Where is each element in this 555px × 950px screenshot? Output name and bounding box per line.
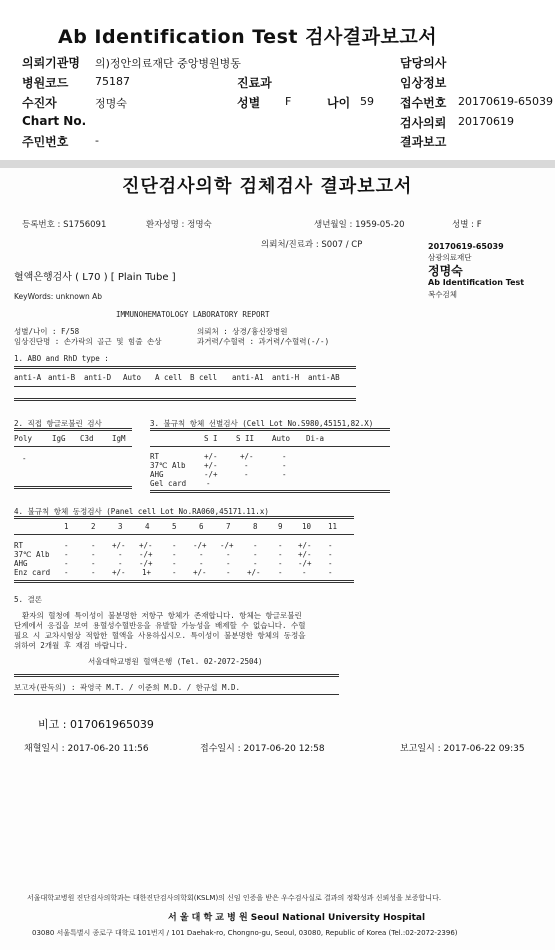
stamp-receipt: 20170619-65039 xyxy=(428,242,504,251)
sec1-col: anti-B xyxy=(48,373,76,382)
sec4-col: 2 xyxy=(91,522,96,531)
report-title: Ab Identification Test 검사결과보고서 xyxy=(58,26,438,48)
sec3-cell: - xyxy=(206,479,211,488)
value-patient: 정명숙 xyxy=(95,97,127,110)
sec1-col: anti-AB xyxy=(308,373,340,382)
sec3-cell: - xyxy=(282,470,287,479)
conclusion-line: 단계에서 응집을 보여 용혈성수혈반응을 유발할 가능성을 배제할 수 없습니다. 수혈 xyxy=(14,621,306,630)
sec2-value: - xyxy=(22,454,27,463)
sec4-col: 11 xyxy=(328,522,338,531)
test-name: 혈액은행검사 ( L70 ) [ Plain Tube ] xyxy=(14,272,176,283)
sec1-col: B cell xyxy=(190,373,218,382)
clinical-dx: 임상진단명 : 손가락의 골근 및 힘줄 손상 xyxy=(14,337,162,346)
label-patient: 수진자 xyxy=(22,96,57,110)
sec4-cell: +/- xyxy=(298,541,312,550)
sec3-row-label: Gel card xyxy=(150,479,187,488)
sex: 성별 : F xyxy=(452,220,482,230)
sec4-cell: -/+ xyxy=(139,559,153,568)
sec4-cell: -/+ xyxy=(193,541,207,550)
value-receipt-no: 20170619-65039 xyxy=(458,95,553,108)
sec1-title: 1. ABO and RhD type : xyxy=(14,354,109,363)
stamp-org: 삼광의료재단 xyxy=(428,253,472,262)
value-resident-no: - xyxy=(95,134,99,147)
remark: 비고 : 017061965039 xyxy=(38,718,154,731)
label-dept: 진료과 xyxy=(237,76,272,90)
sec4-cell: +/- xyxy=(193,568,207,577)
header-separator xyxy=(0,160,555,168)
sec3-cell: +/- xyxy=(204,452,218,461)
sec4-cell: - xyxy=(118,559,123,568)
lab-title: IMMUNOHEMATOLOGY LABORATORY REPORT xyxy=(116,310,270,319)
report-date: 보고일시 : 2017-06-22 09:35 xyxy=(400,744,525,754)
sec1-col: A cell xyxy=(155,373,183,382)
sec4-cell: - xyxy=(64,568,69,577)
sec4-col: 4 xyxy=(145,522,150,531)
sec4-cell: - xyxy=(328,559,333,568)
sec3-col: S I xyxy=(204,434,218,443)
value-hospital-code: 75187 xyxy=(95,75,130,88)
sec4-col: 7 xyxy=(226,522,231,531)
sec4-col: 8 xyxy=(253,522,258,531)
sec4-cell: +/- xyxy=(139,541,153,550)
stamp-note: 복수검체 xyxy=(428,290,457,299)
label-age: 나이 xyxy=(327,96,351,110)
conclusion-line: 위하여 2개월 후 재검 바랍니다. xyxy=(14,641,129,650)
dob: 생년월일 : 1959-05-20 xyxy=(314,220,405,230)
sec3-row-label: RT xyxy=(150,452,160,461)
blood-bank: 서울대학교병원 혈액은행 (Tel. 02-2072-2504) xyxy=(88,657,263,666)
label-resident-no: 주민번호 xyxy=(22,135,69,149)
sec3-cell: +/- xyxy=(204,461,218,470)
footer-address: 03080 서울특별시 종로구 대학로 101번지 / 101 Daehak-ro, Chongno-gu, Seoul, 03080, Republic of Korea (Tel.:02-2072-2396) xyxy=(32,929,458,937)
sec4-col: 10 xyxy=(302,522,312,531)
sec3-cell: - xyxy=(282,452,287,461)
sec4-cell: - xyxy=(302,568,307,577)
sec4-cell: -/+ xyxy=(298,559,312,568)
sec4-cell: -/+ xyxy=(220,541,234,550)
sec4-cell: 1+ xyxy=(142,568,152,577)
sec4-row-label: AHG xyxy=(14,559,28,568)
sec2-col: Poly xyxy=(14,434,33,443)
sec4-row-label: 37℃ Alb xyxy=(14,550,50,559)
sec4-cell: - xyxy=(278,550,283,559)
sec4-cell: - xyxy=(172,541,177,550)
sec3-row-label: 37℃ Alb xyxy=(150,461,186,470)
sex-age: 성별/나이 : F/58 xyxy=(14,327,80,336)
sec4-cell: +/- xyxy=(247,568,261,577)
footer-hospital: 서 울 대 학 교 병 원 Seoul National University Hospital xyxy=(168,913,426,923)
sec4-cell: - xyxy=(199,550,204,559)
sec4-cell: -/+ xyxy=(139,550,153,559)
sec4-cell: - xyxy=(226,559,231,568)
sec4-row-label: RT xyxy=(14,541,24,550)
label-chart-no: Chart No. xyxy=(22,114,87,128)
sec4-col: 5 xyxy=(172,522,177,531)
sec3-col: S II xyxy=(236,434,255,443)
sec4-cell: - xyxy=(328,568,333,577)
keywords: KeyWords: unknown Ab xyxy=(14,292,103,301)
reporter: 보고자(판독의) : 곽영국 M.T. / 이준희 M.D. / 한규섭 M.D. xyxy=(14,683,241,692)
sec4-col: 3 xyxy=(118,522,123,531)
sec5-title: 5. 결론 xyxy=(14,595,43,604)
sec3-cell: - xyxy=(244,461,249,470)
sec3-cell: - xyxy=(282,461,287,470)
sec4-cell: - xyxy=(118,550,123,559)
label-clinical-info: 임상정보 xyxy=(400,76,447,90)
sec4-cell: - xyxy=(91,550,96,559)
label-org: 의뢰기관명 xyxy=(22,56,80,70)
sec4-cell: - xyxy=(64,541,69,550)
sec4-cell: - xyxy=(278,541,283,550)
sec4-cell: - xyxy=(226,550,231,559)
sec4-cell: - xyxy=(328,541,333,550)
conclusion-line: 필요 시 교차시험상 적합한 혈액을 사용하십시오. 특이성이 불분명한 항체의 동정을 xyxy=(14,631,306,640)
sec1-col: anti-D xyxy=(84,373,112,382)
stamp-name: 정명숙 xyxy=(428,264,463,278)
sec4-cell: - xyxy=(172,559,177,568)
sec3-cell: -/+ xyxy=(204,470,218,479)
sec3-col: Auto xyxy=(272,434,291,443)
sec2-col: IgG xyxy=(52,434,66,443)
sec2-title: 2. 직접 항글로불린 검사 xyxy=(14,419,102,428)
sec4-cell: +/- xyxy=(298,550,312,559)
sec1-col: anti-A xyxy=(14,373,42,382)
sec4-cell: +/- xyxy=(112,541,126,550)
value-org: 의)정안의료재단 중앙병원병동 xyxy=(95,57,241,70)
label-result-report: 결과보고 xyxy=(400,135,447,149)
sec4-title: 4. 불규칙 항체 동정검사 (Panel cell Lot No.RA060,45171.11.x) xyxy=(14,507,269,516)
sec4-cell: - xyxy=(64,550,69,559)
sec4-cell: - xyxy=(253,541,258,550)
label-doctor: 담당의사 xyxy=(400,56,447,70)
sec3-col: Di-a xyxy=(306,434,325,443)
dept: 의뢰처/진료과 : S007 / CP xyxy=(261,240,363,250)
ward: 의뢰처 : 상경/흉신장병원 xyxy=(197,327,288,336)
footer-cert: 서울대학교병원 진단검사의학과는 대한진단검사의학회(KSLM)의 신임 인증을 받은 우수검사실로 결과의 정확성과 신뢰성을 보증합니다. xyxy=(27,894,442,902)
sec3-title: 3. 불규칙 항체 선별검사 (Cell Lot No.S980,45151,82.X) xyxy=(150,419,374,428)
sec4-col: 9 xyxy=(278,522,283,531)
sec3-row-label: AHG xyxy=(150,470,164,479)
sec4-cell: - xyxy=(199,559,204,568)
sec4-col: 6 xyxy=(199,522,204,531)
value-sex: F xyxy=(285,95,292,108)
sec4-row-label: Enz card xyxy=(14,568,51,577)
sec3-cell: +/- xyxy=(240,452,254,461)
label-receipt-no: 접수번호 xyxy=(400,96,447,110)
sec4-cell: - xyxy=(328,550,333,559)
receive-date: 접수일시 : 2017-06-20 12:58 xyxy=(200,744,325,754)
label-request: 검사의뢰 xyxy=(400,116,447,130)
sec4-cell: +/- xyxy=(112,568,126,577)
reg-no: 등록번호 : S1756091 xyxy=(22,220,107,230)
sec4-cell: - xyxy=(278,568,283,577)
sec1-col: Auto xyxy=(123,373,142,382)
history: 과거력/수혈력 : 과거력/수혈력(-/-) xyxy=(197,337,330,346)
sec4-cell: - xyxy=(172,568,177,577)
sec1-col: anti-H xyxy=(272,373,300,382)
sec4-cell: - xyxy=(172,550,177,559)
sec3-cell: - xyxy=(244,470,249,479)
sec4-cell: - xyxy=(253,550,258,559)
value-age: 59 xyxy=(360,95,374,108)
patient-name: 환자성명 : 정명숙 xyxy=(146,220,212,230)
sec4-cell: - xyxy=(226,568,231,577)
sec2-col: C3d xyxy=(80,434,94,443)
collect-date: 채혈일시 : 2017-06-20 11:56 xyxy=(24,744,149,754)
sec4-cell: - xyxy=(64,559,69,568)
sec4-col: 1 xyxy=(64,522,69,531)
sec1-col: anti-A1 xyxy=(232,373,264,382)
sec4-cell: - xyxy=(91,568,96,577)
sec4-cell: - xyxy=(278,559,283,568)
stamp-test: Ab Identification Test xyxy=(428,278,525,287)
label-sex: 성별 xyxy=(237,96,261,110)
value-request: 20170619 xyxy=(458,115,514,128)
sheet-title: 진단검사의학 검체검사 결과보고서 xyxy=(122,176,413,197)
sec2-col: IgM xyxy=(112,434,126,443)
sec4-cell: - xyxy=(91,559,96,568)
sec4-cell: - xyxy=(253,559,258,568)
conclusion-line: 환자의 혈청에 특이성이 불분명한 저항구 항체가 존재합니다. 항체는 항글로불린 xyxy=(22,611,302,620)
sec4-cell: - xyxy=(91,541,96,550)
label-hospital-code: 병원코드 xyxy=(22,76,69,90)
